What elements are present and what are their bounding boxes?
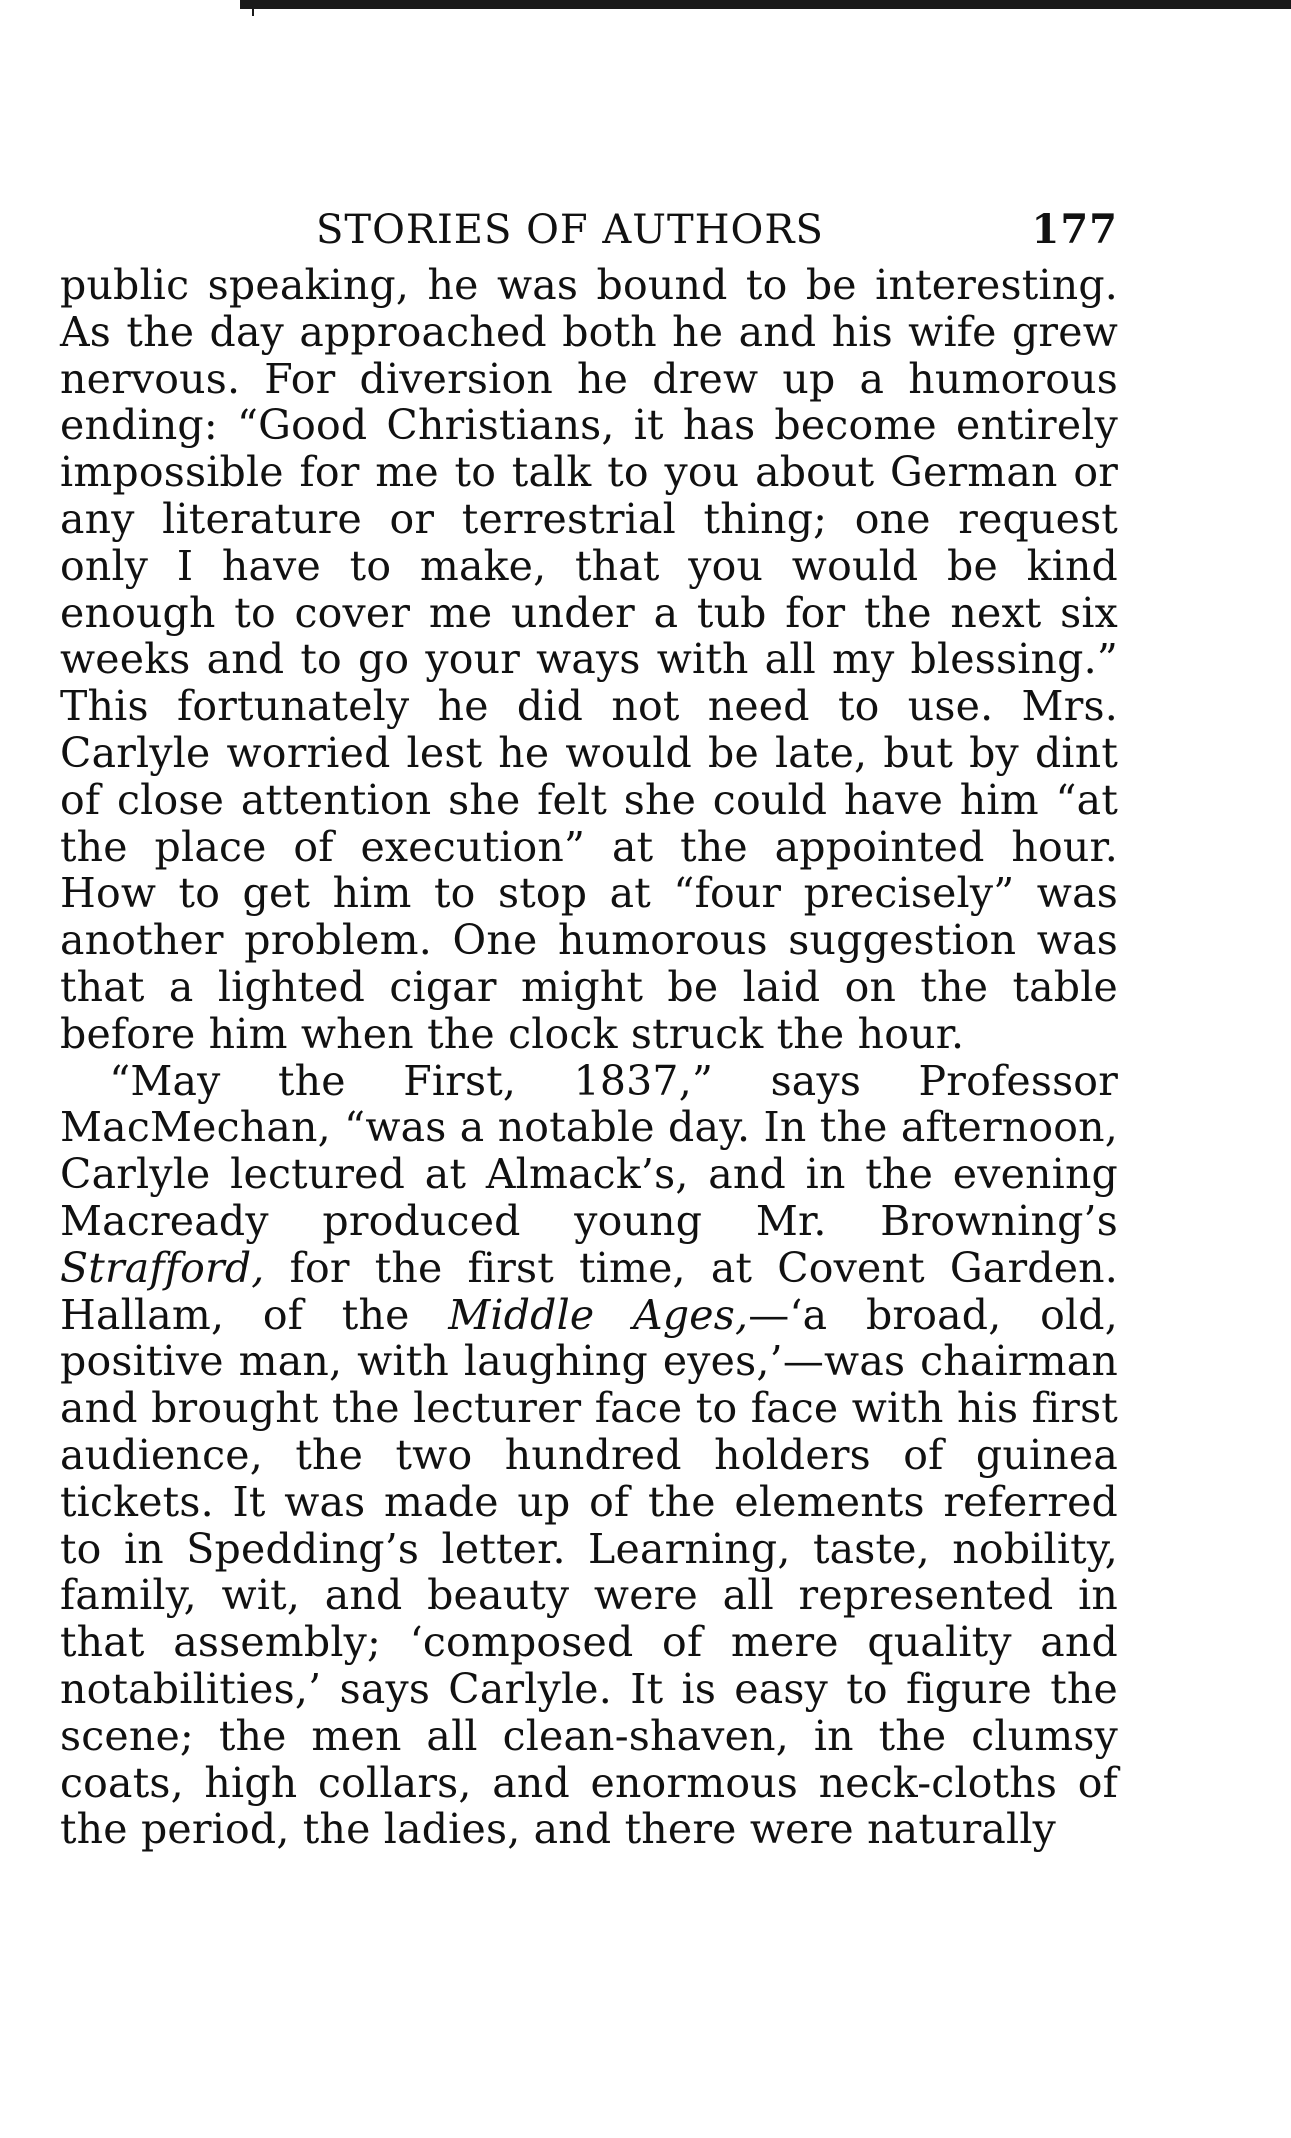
top-edge-rule xyxy=(240,0,1291,9)
italic-title-strafford: Strafford, xyxy=(60,1243,265,1292)
text-segment: —‘a broad, old, positive man, with laughing eyes,’—was chairman and brought the lecturer face to face with his first audience, the two hundred holders of guinea tickets. It was made up of the elements referred to in Spedding’s letter. Learning, taste, nobility, family, wit, and beauty were all represented in that assembly; ‘composed of mere quality and notabilities,’ says Carlyle. It is easy to figure the scene; the men all clean-shaven, in the clumsy coats, high collars, and enormous neck-cloths of the period, the ladies, and there were naturally xyxy=(60,1290,1118,1854)
text-segment: public speaking, he was bound to be interesting. As the day approached both he and his wife grew nervous. For diversion he drew up a humorous ending: “Good Christians, it has become entirely impossible for me to talk to you about German or any literature or terrestrial thing; one request only I have to make, that you would be kind enough to cover me under a tub for the next six weeks and to go your ways with all my blessing.” This fortunately he did not need to use. Mrs. Carlyle worried lest he would be late, but by dint of close attention she felt she could have him “at the place of execution” at the appointed hour. How to get him to stop at “four precisely” was another problem. One humorous suggestion was that a lighted cigar might be laid on the table before him when the clock struck the hour. xyxy=(60,261,1118,1058)
body-text xyxy=(60,262,1118,1853)
italic-title-middle-ages: Middle Ages, xyxy=(448,1290,749,1339)
page-number: 177 xyxy=(1031,206,1118,253)
text-segment: “May the First, 1837,” says Professor MacMechan, “was a notable day. In the afternoon, Carlyle lectured at Almack’s, and in the evening Macready produced young Mr. Browning’s xyxy=(60,1056,1118,1245)
paragraph-2 xyxy=(60,1058,1118,1854)
text-segment: for the first time, at Covent Garden. Hallam, of the xyxy=(60,1243,1118,1339)
running-title: STORIES OF AUTHORS xyxy=(316,207,824,253)
book-page xyxy=(60,198,1118,1853)
top-edge-tick xyxy=(252,0,254,16)
running-head xyxy=(60,198,1118,262)
paragraph-1 xyxy=(60,262,1118,1058)
